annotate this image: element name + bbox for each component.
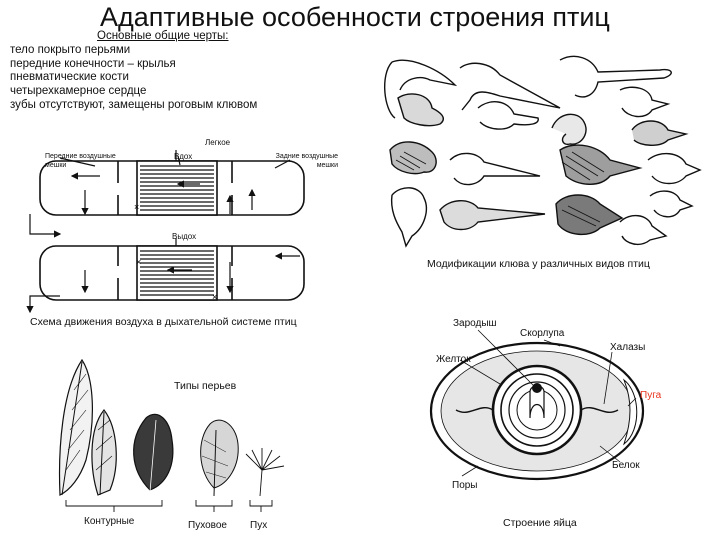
beak-head-sparrow (620, 87, 668, 116)
contour-feather-dark (134, 414, 173, 492)
beak-head-eagle (390, 142, 436, 174)
label-yolk: Желток (436, 354, 471, 365)
label-embryo: Зародыш (453, 318, 497, 329)
label-albumen: Белок (612, 460, 640, 471)
feature-item: тело покрыто перьями (10, 44, 131, 56)
feature-item: зубы отсутствуют, замещены роговым клювом (10, 98, 258, 111)
label-down-feather: Пуховое (188, 520, 227, 531)
egg-caption: Строение яйца (503, 517, 577, 529)
beak-head-duck (478, 102, 538, 129)
down-feather (201, 420, 239, 496)
label-down: Пух (250, 520, 268, 531)
label-pores: Поры (452, 480, 478, 491)
lung-block-top (137, 161, 217, 215)
label-inhale: Вдох (174, 152, 193, 161)
label-lungs: Легкое (205, 138, 231, 147)
beak-head-heron (450, 153, 540, 184)
features-heading: Основные общие черты: (97, 30, 229, 42)
down-plumule (246, 448, 284, 496)
beaks-caption: Модификации клюва у различных видов птиц (427, 258, 650, 270)
beak-head-spoonbill (560, 56, 671, 96)
feathers-group (60, 360, 284, 496)
feature-item: четырехкамерное сердце (10, 85, 147, 98)
lung-block-bottom (137, 246, 217, 300)
feather-brackets (66, 500, 272, 512)
contour-feather-medium (92, 410, 116, 495)
beak-head-finch (632, 121, 686, 145)
beak-head-small-bird (650, 191, 692, 217)
egg-yolk (493, 366, 581, 454)
beak-head-parrot (552, 114, 586, 144)
page-title: Адаптивные особенности строения птиц (100, 2, 610, 32)
beak-head-pelican (460, 63, 560, 110)
label-anterior-sacs: Передние воздушные мешки (45, 153, 116, 169)
contour-feather-large (60, 360, 93, 495)
exhale-diagram (40, 246, 304, 300)
svg-text:×: × (136, 257, 142, 267)
beak-head-crossbill (620, 216, 666, 245)
beak-head-hornbill (398, 94, 443, 126)
beaks-collage (385, 56, 700, 246)
beak-head-toucan (560, 145, 640, 184)
beak-head-flamingo-2 (392, 188, 427, 246)
label-contour: Контурные (84, 516, 135, 527)
label-shell: Скорлупа (520, 328, 565, 339)
beak-head-woodpecker (648, 154, 700, 184)
respiration-caption: Схема движения воздуха в дыхательной системе птиц (30, 316, 297, 328)
egg-embryo-disc (532, 383, 542, 393)
feature-item: пневматические кости (10, 71, 129, 84)
svg-text:×: × (212, 292, 218, 302)
beak-head-shoebill (556, 195, 622, 234)
feathers-title: Типы перьев (174, 380, 237, 392)
label-air-cell: Пуга (640, 390, 662, 401)
label-posterior-sacs: Задние воздушные мешки (275, 153, 338, 169)
label-chalazae: Халазы (610, 342, 646, 353)
svg-text:×: × (134, 202, 140, 212)
feature-item: передние конечности – крылья (10, 57, 176, 70)
beak-head-stork (440, 201, 545, 230)
label-exhale: Выдох (172, 232, 197, 241)
